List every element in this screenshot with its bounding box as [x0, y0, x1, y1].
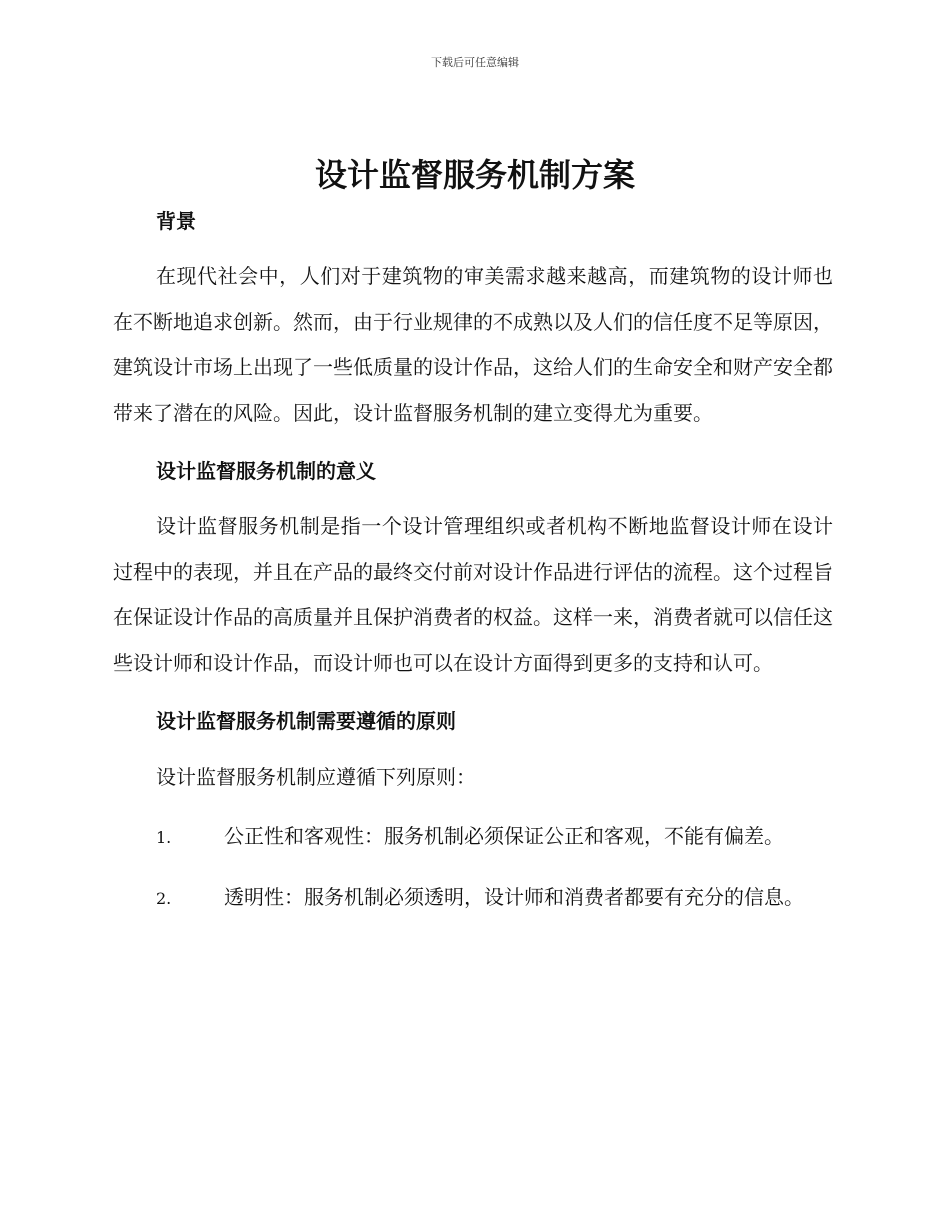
list-text: 公正性和客观性：服务机制必须保证公正和客观，不能有偏差。 — [224, 824, 784, 848]
section-paragraph: 在现代社会中，人们对于建筑物的审美需求越来越高，而建筑物的设计师也在不断地追求创新。然而，由于行业规律的不成熟以及人们的信任度不足等原因，建筑设计市场上出现了一些低质量的设计作品，这给人们的生命安全和财产安全都带来了潜在的风险。因此，设计监督服务机制的建立变得尤为重要。 — [113, 264, 833, 425]
section-principles — [113, 698, 833, 921]
list-item — [113, 875, 833, 922]
section-background — [113, 198, 833, 436]
list-text: 透明性：服务机制必须透明，设计师和消费者都要有充分的信息。 — [224, 884, 804, 909]
header-note: 下载后可任意编辑 — [431, 56, 519, 69]
list-number: 1. — [156, 828, 172, 847]
section-heading: 背景 — [156, 209, 196, 233]
section-heading: 设计监督服务机制的意义 — [156, 459, 376, 483]
section-heading: 设计监督服务机制需要遵循的原则 — [156, 709, 456, 733]
document-title: 设计监督服务机制方案 — [314, 156, 635, 194]
document-body — [113, 198, 833, 931]
section-paragraph: 设计监督服务机制是指一个设计管理组织或者机构不断地监督设计师在设计过程中的表现，并且在产品的最终交付前对设计作品进行评估的流程。这个过程旨在保证设计作品的高质量并且保护消费者的权益。这样一来，消费者就可以信任这些设计师和设计作品，而设计师也可以在设计方面得到更多的支持和认可。 — [113, 514, 833, 675]
list-item — [113, 814, 833, 861]
list-number: 2. — [156, 888, 172, 908]
section-significance — [113, 448, 833, 686]
principles-intro: 设计监督服务机制应遵循下列原则： — [156, 765, 476, 789]
